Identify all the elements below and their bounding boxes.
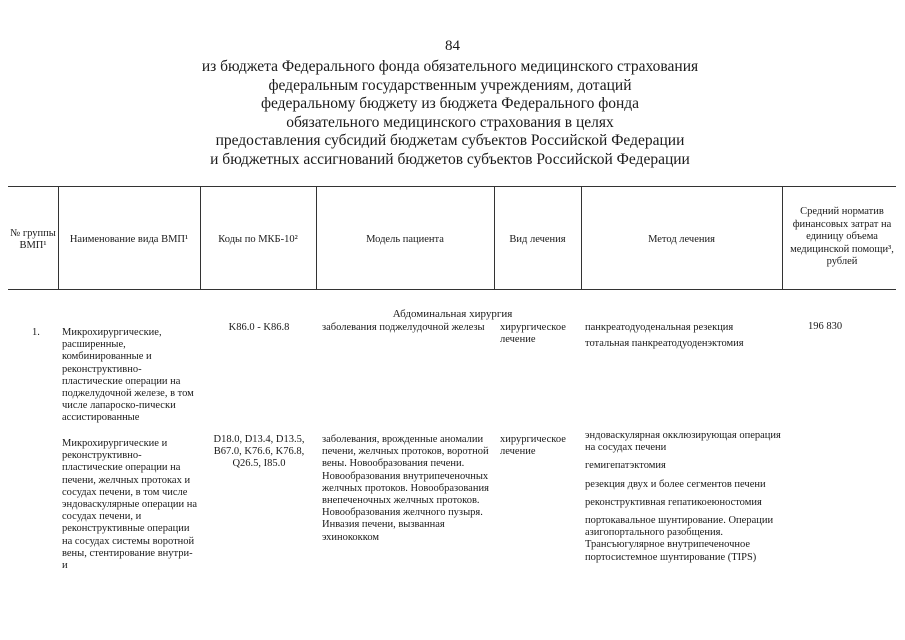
section-title: Абдоминальная хирургия xyxy=(392,308,513,320)
header-method: Метод лечения xyxy=(648,233,715,245)
row-2-name: Микрохирургические и реконструктивно-пластические операции на печени, желчных протоках и сосудах печени, в том числе эндоваскулярные операции на сосудах печени, и реконструктивные операции на сосудах системы воротной вены, стентирование внутри- и xyxy=(62,438,198,572)
title-line: федеральному бюджету из бюджета Федерального фонда xyxy=(260,95,640,113)
title-line: обязательного медицинского страхования в целях xyxy=(286,113,614,131)
title-line: и бюджетных ассигнований бюджетов субъектов Российской Федерации xyxy=(210,150,690,168)
column-divider xyxy=(58,186,59,289)
method-item: тотальная панкреатодуоденэктомия xyxy=(585,338,744,350)
method-item: эндоваскулярная окклюзирующая операция на сосудах печени xyxy=(585,430,781,454)
method-item: резекция двух и более сегментов печени xyxy=(585,478,766,490)
title-line: предоставления субсидий бюджетам субъектов Российской Федерации xyxy=(215,132,685,150)
row-1-group: 1. xyxy=(32,327,40,338)
column-divider xyxy=(581,186,582,289)
row-1-methods xyxy=(585,322,781,350)
header-name: Наименование вида ВМП¹ xyxy=(69,233,189,245)
method-item: реконструктивная гепатикоеюностомия xyxy=(585,496,762,508)
method-item: портокавальное шунтирование. Операции азигопортального разобщения. Трансъюгулярное внутрипеченочное портосистемное шунтирование (TIPS) xyxy=(585,515,774,563)
header-patient-model: Модель пациента xyxy=(366,233,444,245)
column-divider xyxy=(316,186,317,289)
header-cost: Средний норматив финансовых затрат на единицу объема медицинской помощи³, рублей xyxy=(790,206,894,268)
column-divider xyxy=(200,186,201,289)
row-2-methods xyxy=(585,430,785,570)
header-codes: Коды по МКБ-10² xyxy=(218,233,298,245)
document-title xyxy=(100,58,800,170)
row-2-kind: хирургическое лечение xyxy=(500,434,566,458)
column-divider xyxy=(782,186,783,289)
row-1-codes: K86.0 - K86.8 xyxy=(228,322,290,333)
row-2-codes: D18.0, D13.4, D13.5, B67.0, K76.6, K76.8, Q26.5, I85.0 xyxy=(213,434,305,470)
row-1-kind: хирургическое лечение xyxy=(500,322,566,346)
row-2-model: заболевания, врожденные аномалии печени, желчных протоков, воротной вены. Новообразования печени. Новообразования внутрипеченочных желчных протоков. Новообразования внепеченочных желчных протоков. Новообразования желчного пузыря. Инвазия печени, вызванная эхинококком xyxy=(322,434,489,543)
column-divider xyxy=(494,186,495,289)
header-treatment-kind: Вид лечения xyxy=(509,233,566,245)
title-line: федеральным государственным учреждениям, дотаций xyxy=(268,76,632,94)
header-group: № группы ВМП¹ xyxy=(10,227,56,251)
table-header-rule xyxy=(8,289,896,290)
method-item: гемигепатэктомия xyxy=(585,460,666,472)
page-number: 84 xyxy=(445,38,460,54)
table-top-rule xyxy=(8,186,896,187)
row-1-model: заболевания поджелудочной железы xyxy=(322,322,485,333)
row-1-cost: 196 830 xyxy=(808,321,843,332)
method-item: панкреатодуоденальная резекция xyxy=(585,322,734,333)
title-line: из бюджета Федерального фонда обязательного медицинского страхования xyxy=(201,58,699,75)
row-1-name: Микрохирургические, расширенные, комбинированные и реконструктивно-пластические операции на поджелудочной железе, в том числе лапароско-пически ассистированные xyxy=(62,327,194,424)
